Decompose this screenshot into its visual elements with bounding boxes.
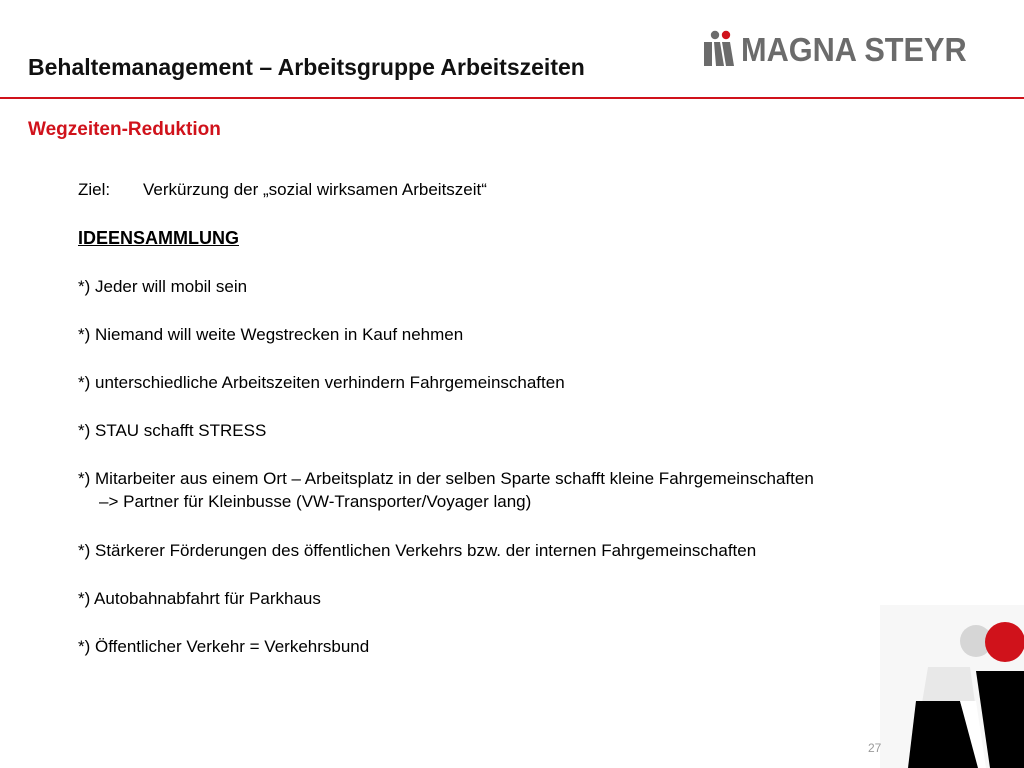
list-item: *) Jeder will mobil sein	[78, 277, 248, 296]
list-item-continuation: –> Partner für Kleinbusse (VW-Transporter/Voyager lang)	[99, 492, 532, 511]
list-item: *) Autobahnabfahrt für Parkhaus	[78, 589, 321, 608]
magna-steyr-logo	[701, 30, 981, 70]
list-item: *) Niemand will weite Wegstrecken in Kauf nehmen	[78, 325, 464, 344]
list-item: *) unterschiedliche Arbeitszeiten verhindern Fahrgemeinschaften	[78, 373, 565, 392]
goal-label: Ziel:	[78, 180, 111, 199]
goal-text: Verkürzung der „sozial wirksamen Arbeitszeit“	[143, 180, 487, 199]
section-title: Wegzeiten-Reduktion	[28, 119, 221, 140]
list-item: *) Öffentlicher Verkehr = Verkehrsbund	[78, 637, 370, 656]
decorative-corner-graphic	[880, 605, 1024, 768]
ideas-heading: IDEENSAMMLUNG	[78, 228, 239, 248]
page-number: 27	[868, 741, 882, 755]
list-item: *) Stärkerer Förderungen des öffentlichen Verkehrs bzw. der internen Fahrgemeinschaften	[78, 541, 757, 560]
magna-logo-icon	[701, 30, 739, 70]
logo-text: MAGNA STEYR	[741, 31, 967, 68]
list-item: *) STAU schafft STRESS	[78, 421, 267, 440]
slide-title: Behaltemanagement – Arbeitsgruppe Arbeitszeiten	[28, 54, 585, 80]
list-item: *) Mitarbeiter aus einem Ort – Arbeitsplatz in der selben Sparte schafft kleine Fahrgemeinschaften	[78, 469, 814, 488]
header-divider	[0, 97, 1024, 99]
